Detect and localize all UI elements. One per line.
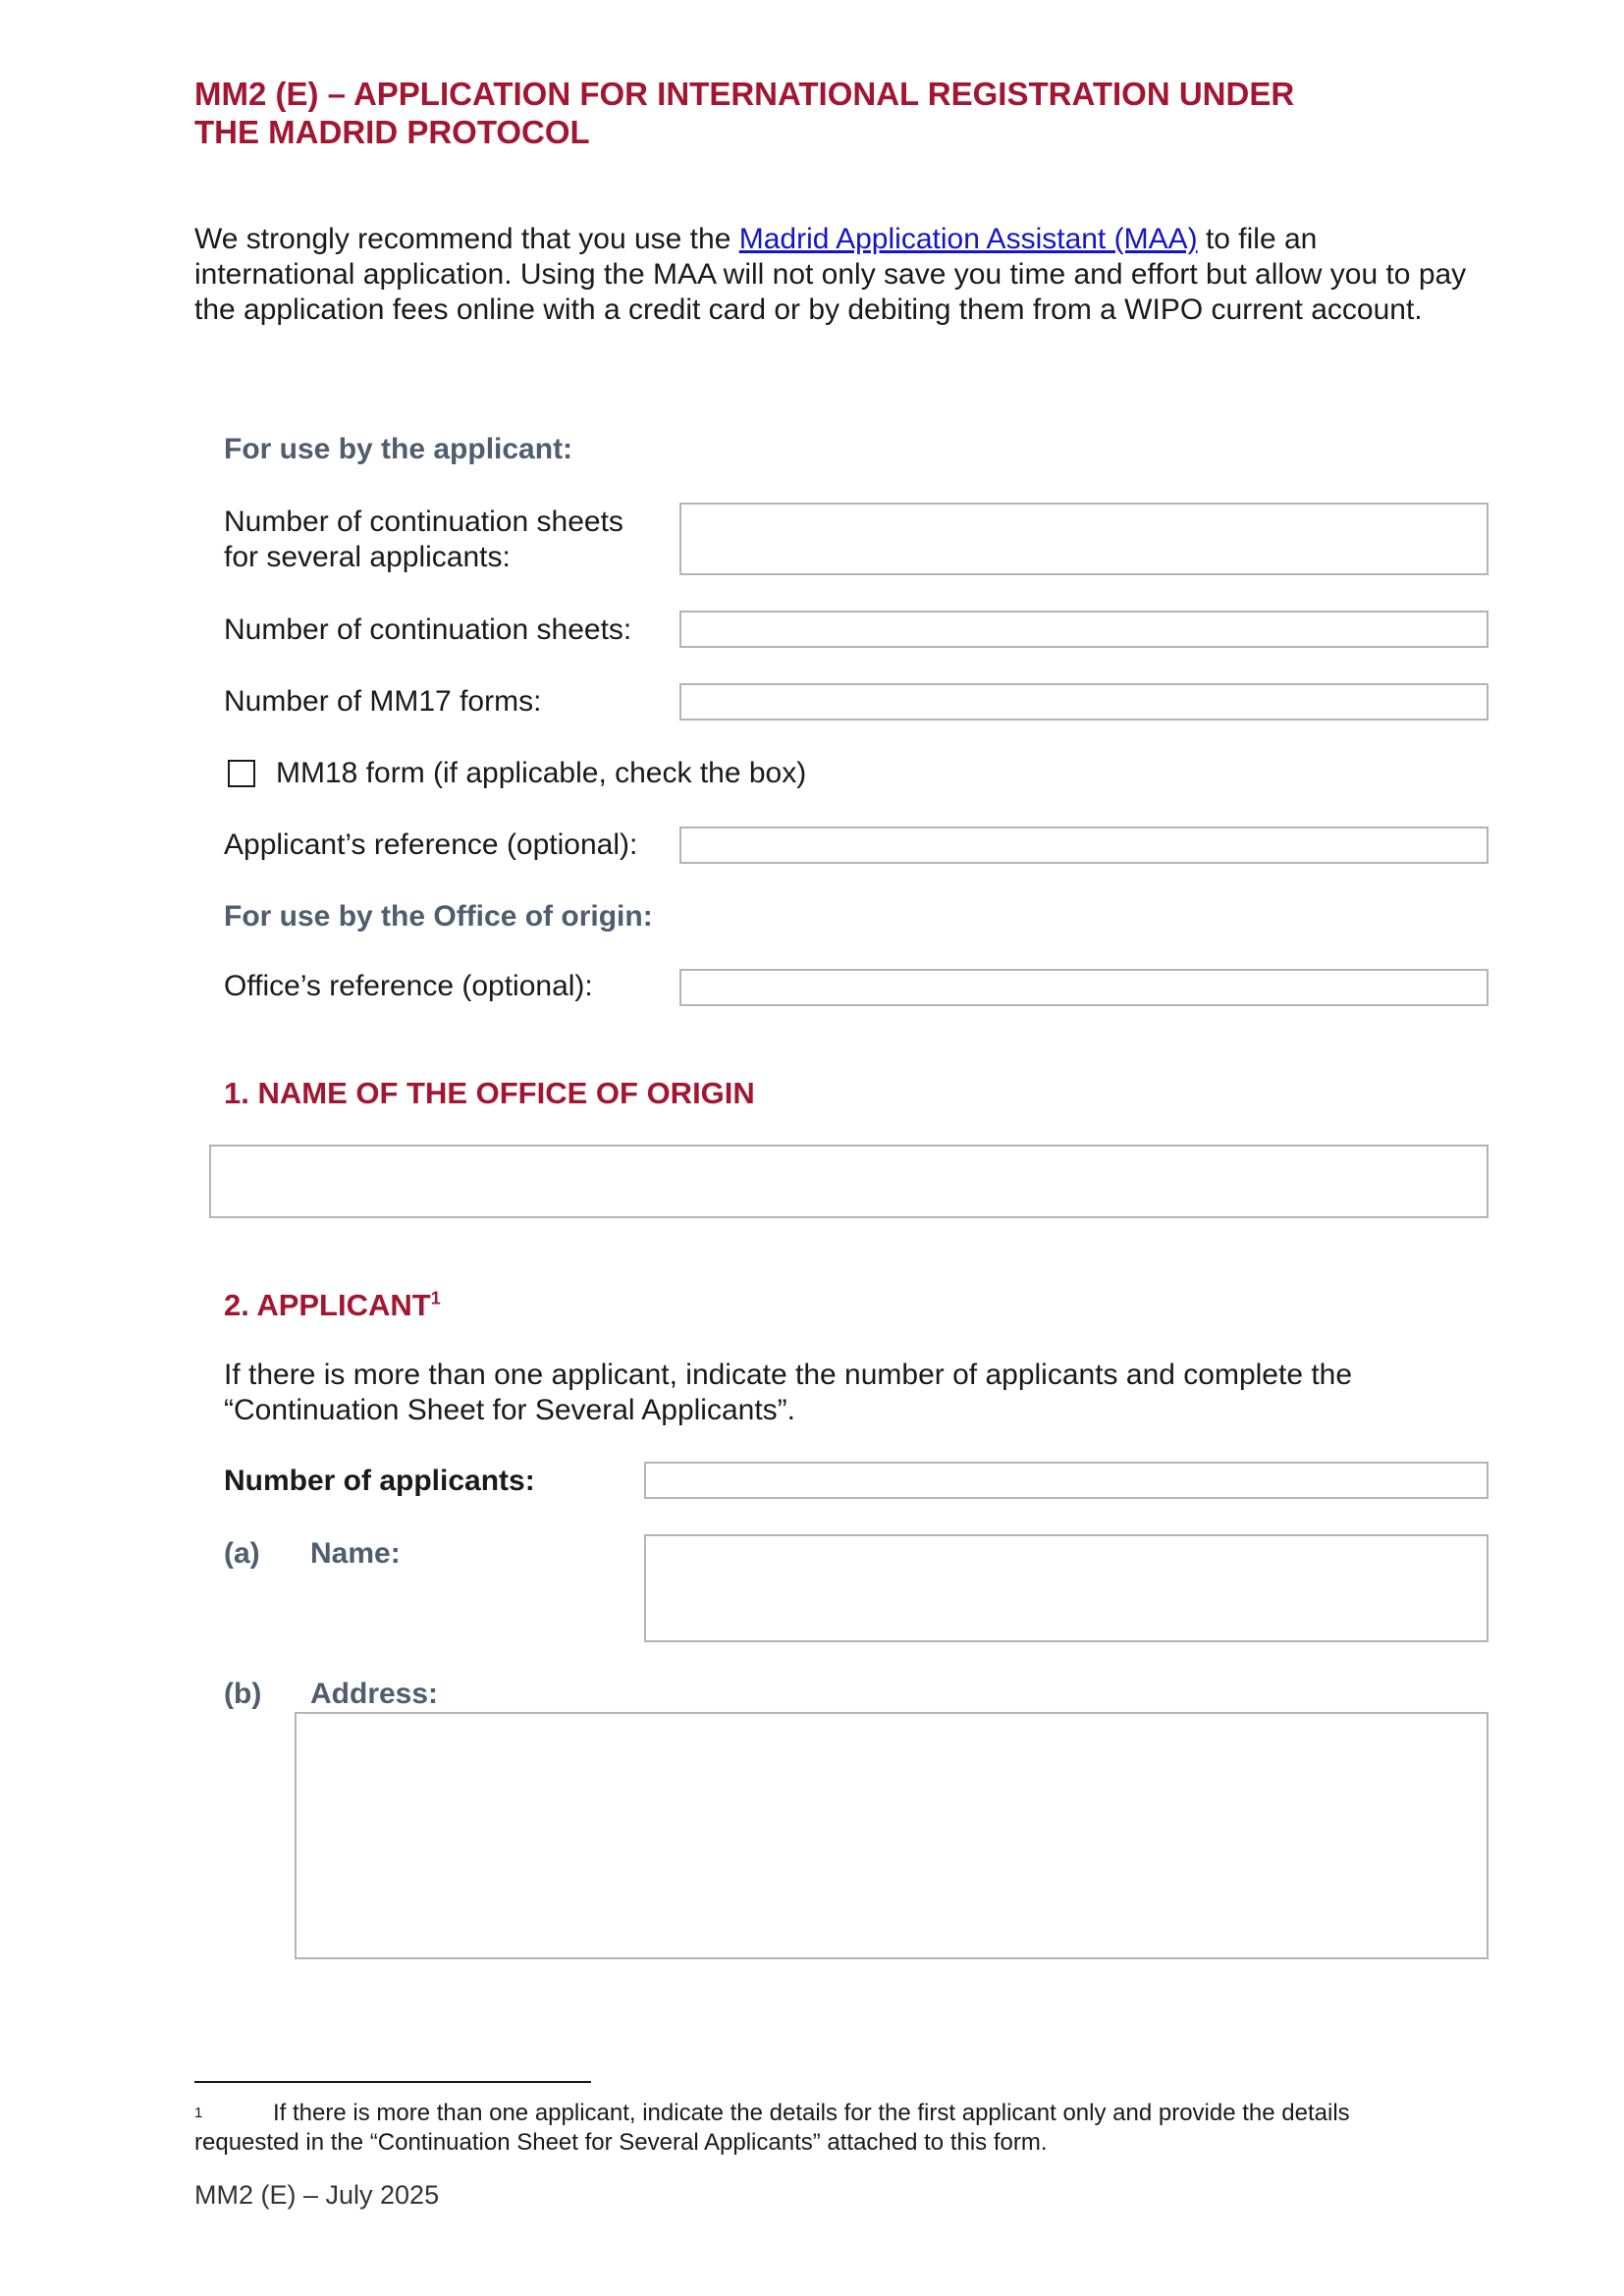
page-title <box>194 75 1373 151</box>
number-of-applicants-input[interactable] <box>644 1462 1489 1499</box>
mm18-checkbox[interactable] <box>228 760 255 787</box>
applicant-name-input[interactable] <box>644 1534 1489 1642</box>
footnote-1 <box>194 2099 1471 2158</box>
applicant-name-label: Name: <box>310 1537 401 1570</box>
item-b-letter: (b) <box>224 1678 262 1710</box>
title-line-2: THE MADRID PROTOCOL <box>194 114 590 150</box>
mm17-forms-label: Number of MM17 forms: <box>224 685 542 718</box>
applicant-reference-input[interactable] <box>679 827 1489 864</box>
continuation-several-input[interactable] <box>679 503 1489 575</box>
footnote-line1 <box>194 2099 1471 2128</box>
mm17-forms-input[interactable] <box>679 683 1489 721</box>
continuation-several-label-line1: Number of continuation sheets <box>224 506 623 538</box>
applicant-instruction-line1: If there is more than one applicant, indicate the number of applicants and complete the <box>224 1359 1353 1391</box>
applicant-address-input[interactable] <box>295 1712 1489 1959</box>
section-2-heading <box>224 1288 441 1323</box>
number-of-applicants-label: Number of applicants: <box>224 1465 535 1497</box>
continuation-several-label <box>224 505 676 575</box>
applicant-reference-label: Applicant’s reference (optional): <box>224 828 638 861</box>
intro-after-link: to file an international application. Using the MAA will not only save you time and effort but allow you to pay the application fees online with a credit card or by debiting them from a WIPO current account. <box>194 223 1467 326</box>
footnote-mark: 1 <box>194 2105 203 2121</box>
section-1-heading: 1. NAME OF THE OFFICE OF ORIGIN <box>224 1076 755 1110</box>
section-2-heading-text: 2. APPLICANT <box>224 1288 431 1322</box>
applicant-use-heading: For use by the applicant: <box>224 433 573 465</box>
applicant-instruction-line2: “Continuation Sheet for Several Applicants”. <box>224 1394 795 1426</box>
intro-paragraph <box>194 222 1471 328</box>
applicant-address-label: Address: <box>310 1678 439 1710</box>
footnote-separator <box>194 2081 591 2083</box>
page-footer: MM2 (E) – July 2025 <box>194 2180 440 2210</box>
continuation-sheets-label: Number of continuation sheets: <box>224 614 632 646</box>
footnote-ref-1[interactable]: 1 <box>430 1288 441 1308</box>
maa-link[interactable]: Madrid Application Assistant (MAA) <box>738 223 1198 255</box>
office-of-origin-input[interactable] <box>209 1145 1489 1218</box>
intro-before-link: We strongly recommend that you use the <box>194 223 739 255</box>
footnote-text-line1: If there is more than one applicant, indicate the details for the first applicant only and provide the details <box>273 2100 1350 2126</box>
item-a-letter: (a) <box>224 1537 260 1570</box>
office-use-heading: For use by the Office of origin: <box>224 900 653 933</box>
office-reference-label: Office’s reference (optional): <box>224 970 593 1002</box>
title-line-1: MM2 (E) – APPLICATION FOR INTERNATIONAL REGISTRATION UNDER <box>194 76 1295 112</box>
applicant-instruction <box>224 1358 1490 1428</box>
footnote-text-line2: requested in the “Continuation Sheet for Several Applicants” attached to this form. <box>194 2129 1048 2156</box>
mm18-checkbox-label: MM18 form (if applicable, check the box) <box>276 757 807 789</box>
continuation-sheets-input[interactable] <box>679 611 1489 648</box>
office-reference-input[interactable] <box>679 969 1489 1006</box>
continuation-several-label-line2: for several applicants: <box>224 541 511 573</box>
